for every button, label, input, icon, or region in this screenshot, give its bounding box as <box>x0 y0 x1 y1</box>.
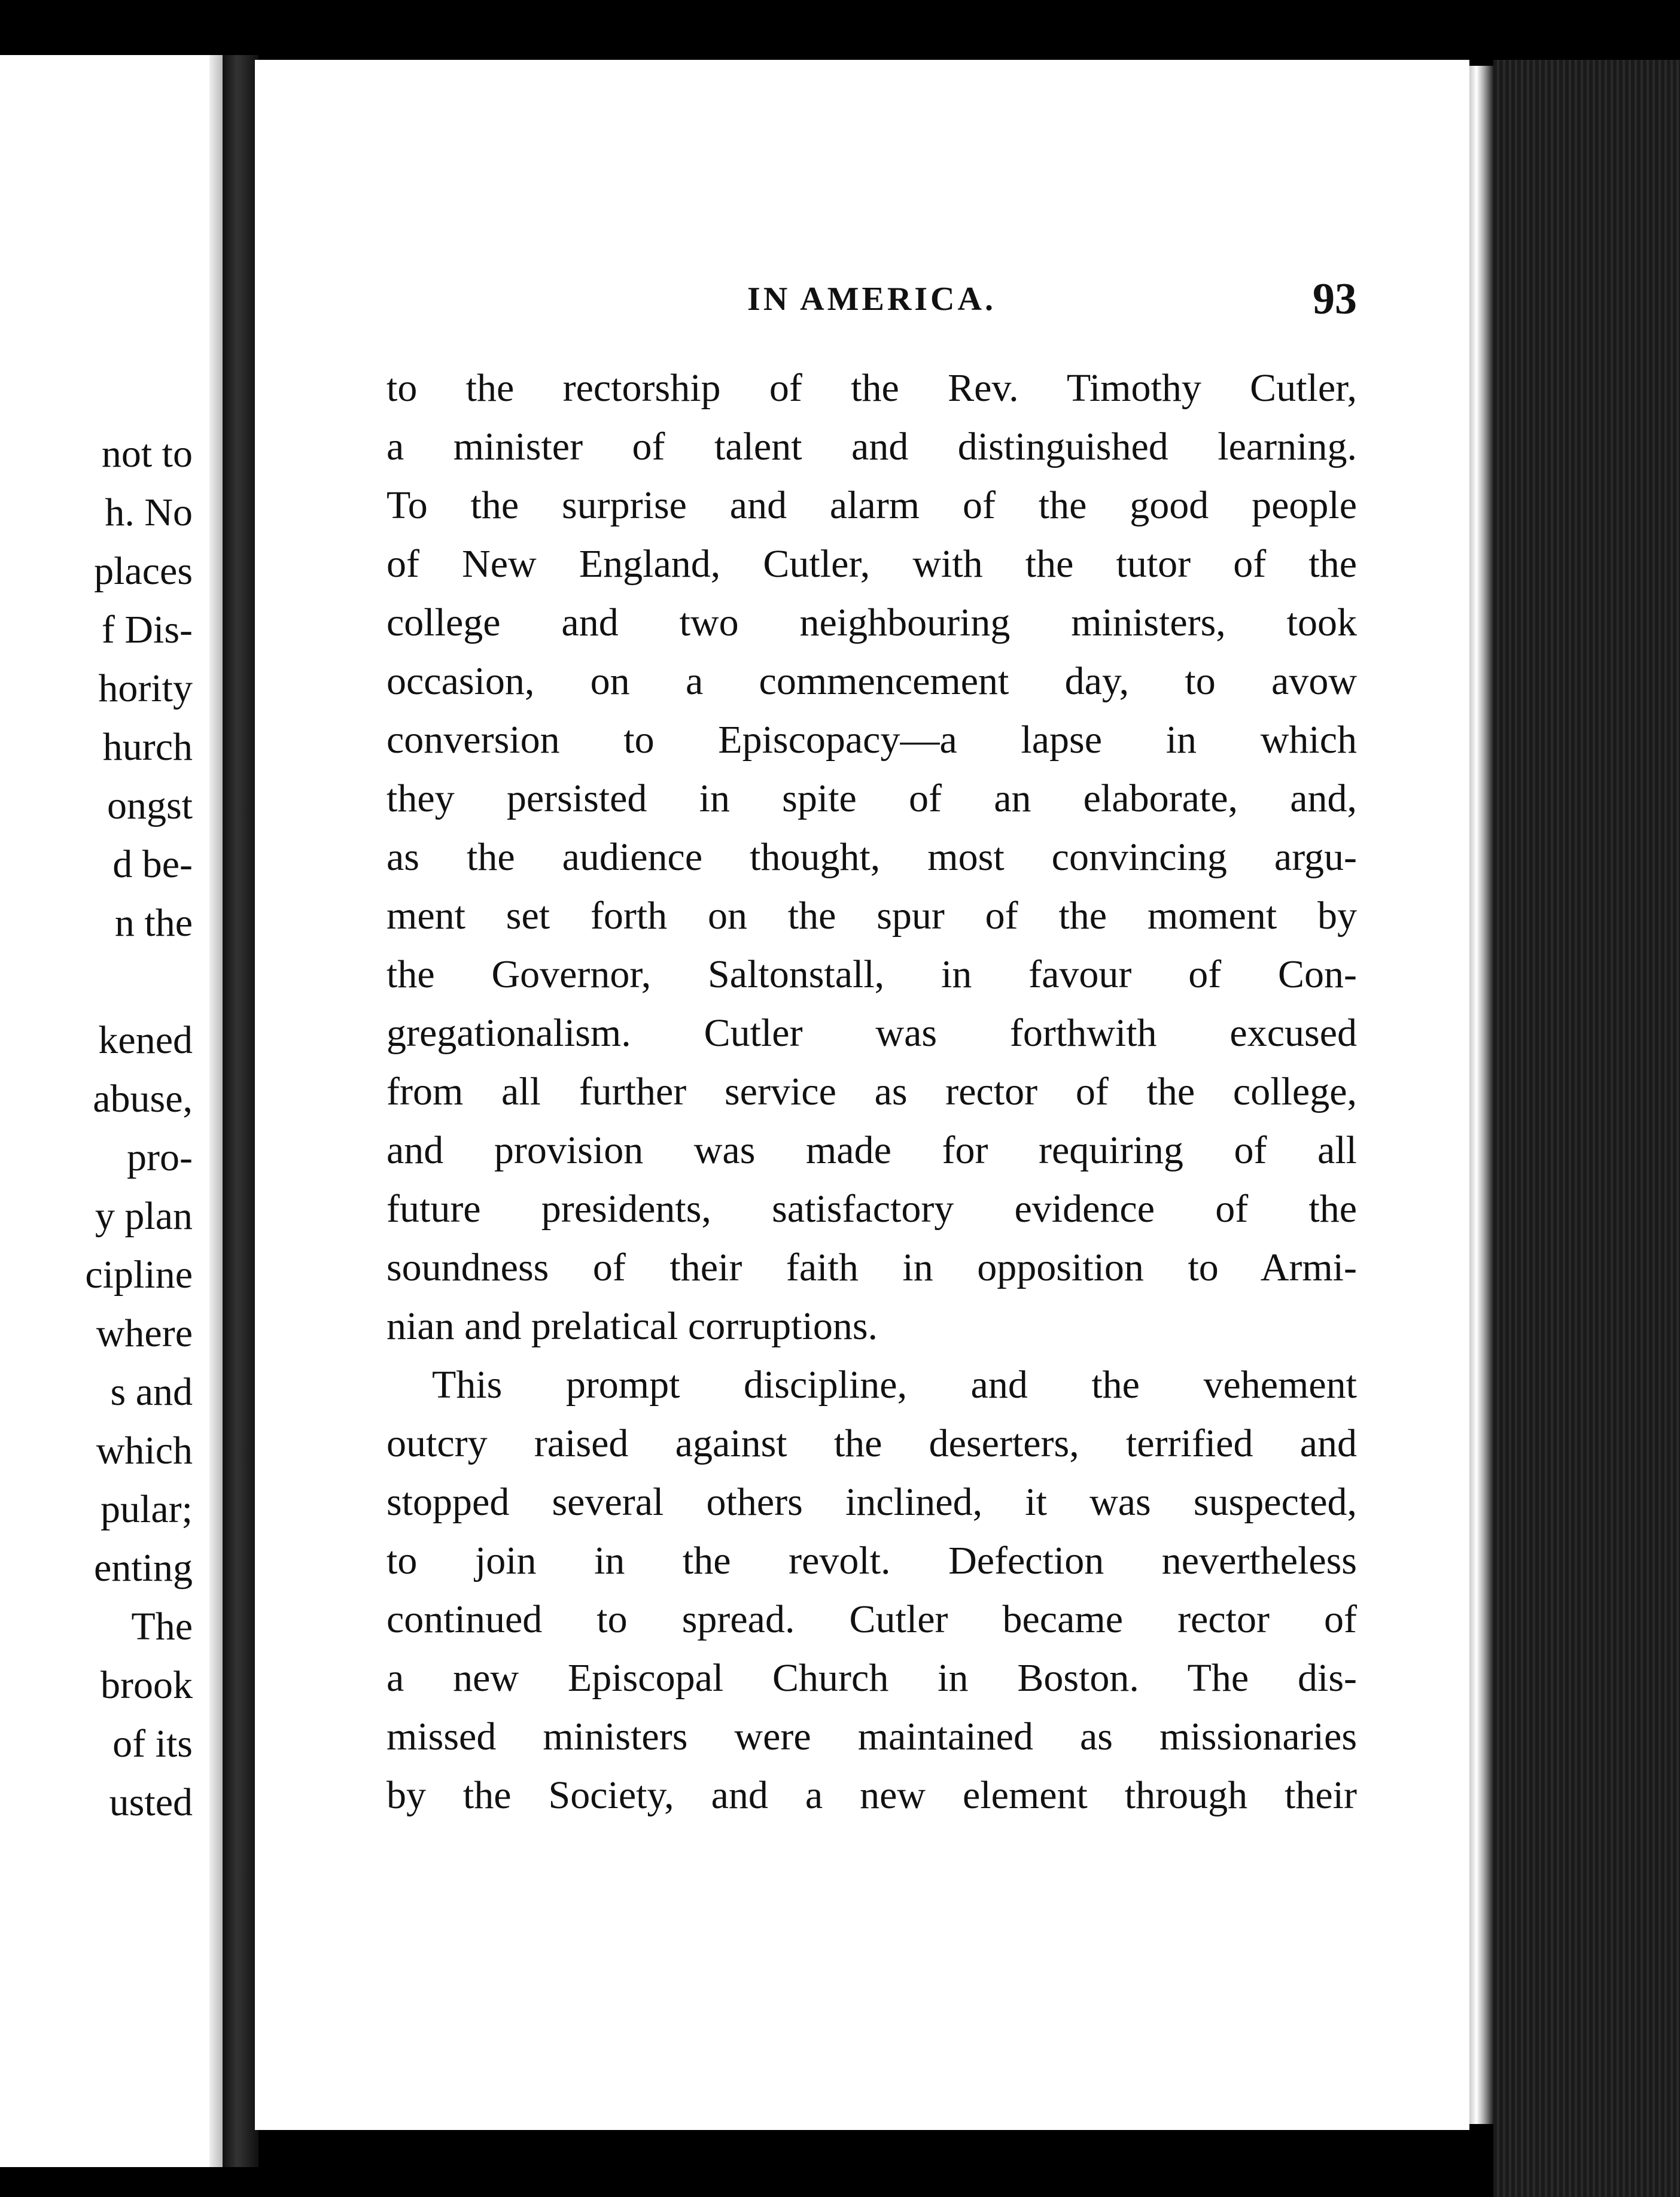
text-line: a minister of talent and distinguished learning. <box>386 425 1357 468</box>
facing-line: cipline <box>85 1253 193 1297</box>
text-line: conversion to Episcopacy—a lapse in which <box>386 718 1357 762</box>
text-line: To the surprise and alarm of the good people <box>386 483 1357 527</box>
text-line: and provision was made for requiring of all <box>386 1128 1357 1172</box>
facing-line: ongst <box>106 784 193 827</box>
facing-line: n the <box>114 901 193 945</box>
facing-line: pular; <box>101 1487 193 1531</box>
text-line: as the audience thought, most convincing argu- <box>386 835 1357 879</box>
facing-line: hurch <box>102 725 193 769</box>
text-line: to the rectorship of the Rev. Timothy Cutler, <box>386 366 1357 410</box>
facing-line <box>0 953 193 1011</box>
page-93 <box>255 60 1469 2130</box>
text-line: they persisted in spite of an elaborate, and, <box>386 777 1357 820</box>
facing-page-left <box>0 55 223 2167</box>
facing-line: s and <box>110 1370 193 1414</box>
page-edge <box>1469 66 1493 2124</box>
text-line: continued to spread. Cutler became rector of <box>386 1597 1357 1641</box>
page-header <box>386 272 1357 326</box>
facing-line: abuse, <box>93 1077 193 1121</box>
paragraph-2 <box>386 1356 1357 1825</box>
facing-line: f Dis- <box>101 608 193 652</box>
paragraph-1 <box>386 359 1357 1356</box>
page-edge-shadow <box>209 55 223 2167</box>
text-line: soundness of their faith in opposition to Armi- <box>386 1246 1357 1289</box>
facing-line: hority <box>98 667 193 710</box>
facing-line: of its <box>112 1722 193 1766</box>
running-head: IN AMERICA. <box>747 281 996 318</box>
text-line: nian and prelatical corruptions. <box>386 1304 878 1348</box>
text-line: a new Episcopal Church in Boston. The dis- <box>386 1656 1357 1700</box>
book-gutter <box>223 55 258 2167</box>
book-block-edge <box>1493 60 1680 2197</box>
text-line: of New England, Cutler, with the tutor of the <box>386 542 1357 586</box>
facing-line: which <box>96 1429 193 1472</box>
facing-line: d be- <box>112 842 193 886</box>
text-line: future presidents, satisfactory evidence of the <box>386 1187 1357 1231</box>
text-line: outcry raised against the deserters, terrified and <box>386 1422 1357 1465</box>
text-line: by the Society, and a new element through their <box>386 1773 1357 1817</box>
text-line: occasion, on a commencement day, to avow <box>386 659 1357 703</box>
facing-line: not to <box>101 432 193 476</box>
text-line: college and two neighbouring ministers, took <box>386 601 1357 644</box>
text-line: stopped several others inclined, it was suspected, <box>386 1480 1357 1524</box>
facing-line: brook <box>101 1663 193 1707</box>
facing-line: h. No <box>105 491 193 534</box>
facing-line: The <box>131 1605 193 1648</box>
text-line: ment set forth on the spur of the moment by <box>386 894 1357 938</box>
facing-line: enting <box>94 1546 193 1590</box>
facing-line: pro- <box>127 1136 193 1179</box>
text-line: gregationalism. Cutler was forthwith excused <box>386 1011 1357 1055</box>
facing-line: places <box>94 549 193 593</box>
text-line: This prompt discipline, and the vehement <box>432 1363 1357 1407</box>
facing-page-text <box>0 425 193 1832</box>
facing-line: where <box>96 1311 193 1355</box>
text-line: to join in the revolt. Defection nevertheless <box>386 1539 1357 1583</box>
text-line: missed ministers were maintained as missionaries <box>386 1715 1357 1758</box>
body-text <box>386 359 1357 1825</box>
page-number: 93 <box>1313 275 1357 324</box>
text-line: the Governor, Saltonstall, in favour of Con- <box>386 953 1357 996</box>
text-line: from all further service as rector of the college, <box>386 1070 1357 1113</box>
facing-line: usted <box>109 1781 193 1824</box>
facing-line: y plan <box>95 1194 193 1238</box>
facing-line: kened <box>98 1018 193 1062</box>
